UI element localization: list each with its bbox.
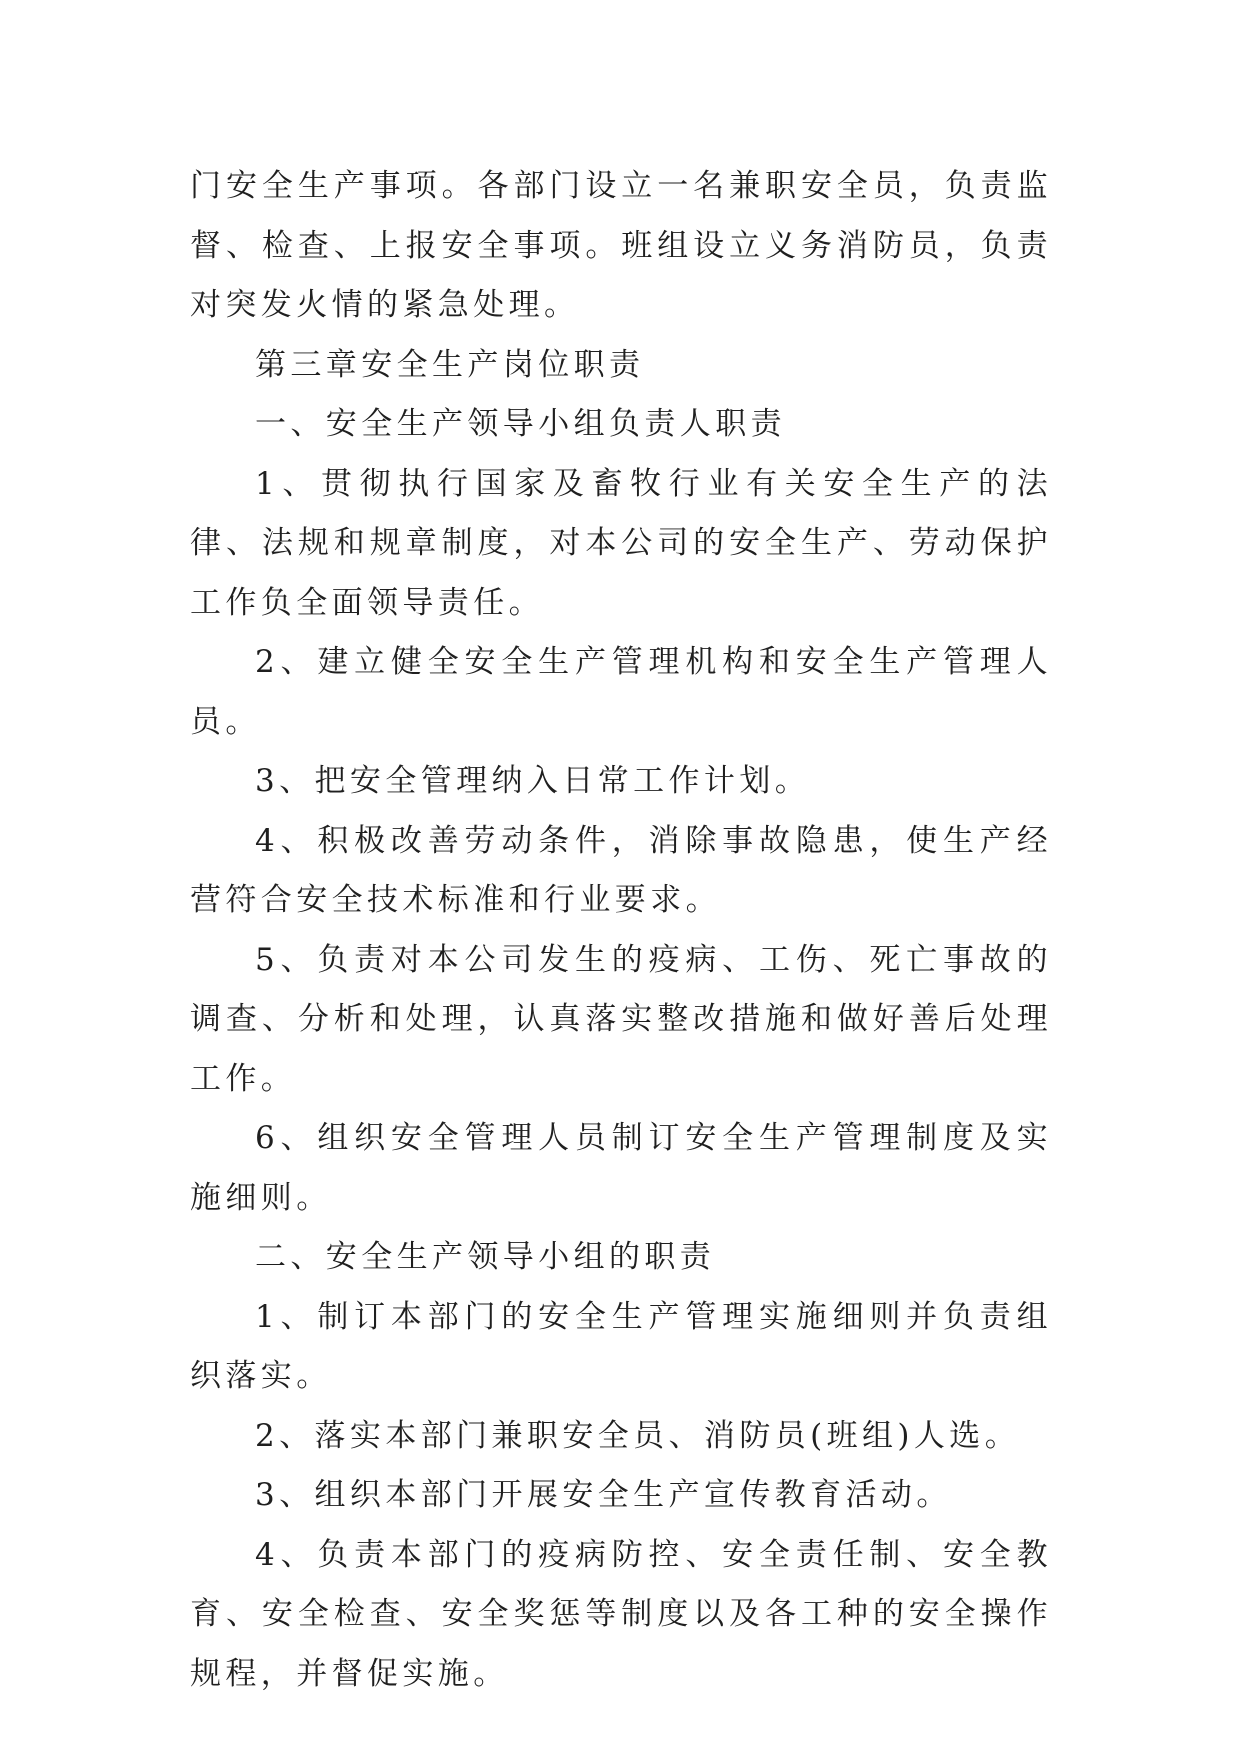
chapter-heading: 第三章安全生产岗位职责 [255,346,645,383]
paragraph-continuation: 门安全生产事项。各部门设立一名兼职安全员，负责监督、检查、上报安全事项。班组设立义务消防员，负责对突发火情的紧急处理。 [190,168,1052,323]
section-heading-group-duties: 二、安全生产领导小组的职责 [255,1239,716,1275]
list-item-group-3: 3、组织本部门开展安全生产宣传教育活动。 [255,1477,952,1513]
list-item-leader-2: 2、建立健全安全生产管理机构和安全生产管理人员。 [190,644,1052,740]
list-item-leader-3: 3、把安全管理纳入日常工作计划。 [255,763,811,799]
list-item-group-1: 1、制订本部门的安全生产管理实施细则并负责组织落实。 [190,1298,1052,1394]
list-item-leader-6: 6、组织安全管理人员制订安全生产管理制度及实施细则。 [190,1120,1052,1216]
list-item-leader-1: 1、贯彻执行国家及畜牧行业有关安全生产的法律、法规和规章制度，对本公司的安全生产、劳动保护工作负全面领导责任。 [190,465,1052,621]
list-item-leader-5: 5、负责对本公司发生的疫病、工伤、死亡事故的调查、分析和处理，认真落实整改措施和做好善后处理工作。 [190,941,1052,1097]
document-body [190,157,1052,1704]
list-item-leader-4: 4、积极改善劳动条件，消除事故隐患，使生产经营符合安全技术标准和行业要求。 [190,822,1052,918]
list-item-group-2: 2、落实本部门兼职安全员、消防员(班组)人选。 [255,1417,1021,1454]
section-heading-leader-duties: 一、安全生产领导小组负责人职责 [255,406,786,442]
list-item-group-4: 4、负责本部门的疫病防控、安全责任制、安全教育、安全检查、安全奖惩等制度以及各工种的安全操作规程，并督促实施。 [190,1536,1052,1692]
